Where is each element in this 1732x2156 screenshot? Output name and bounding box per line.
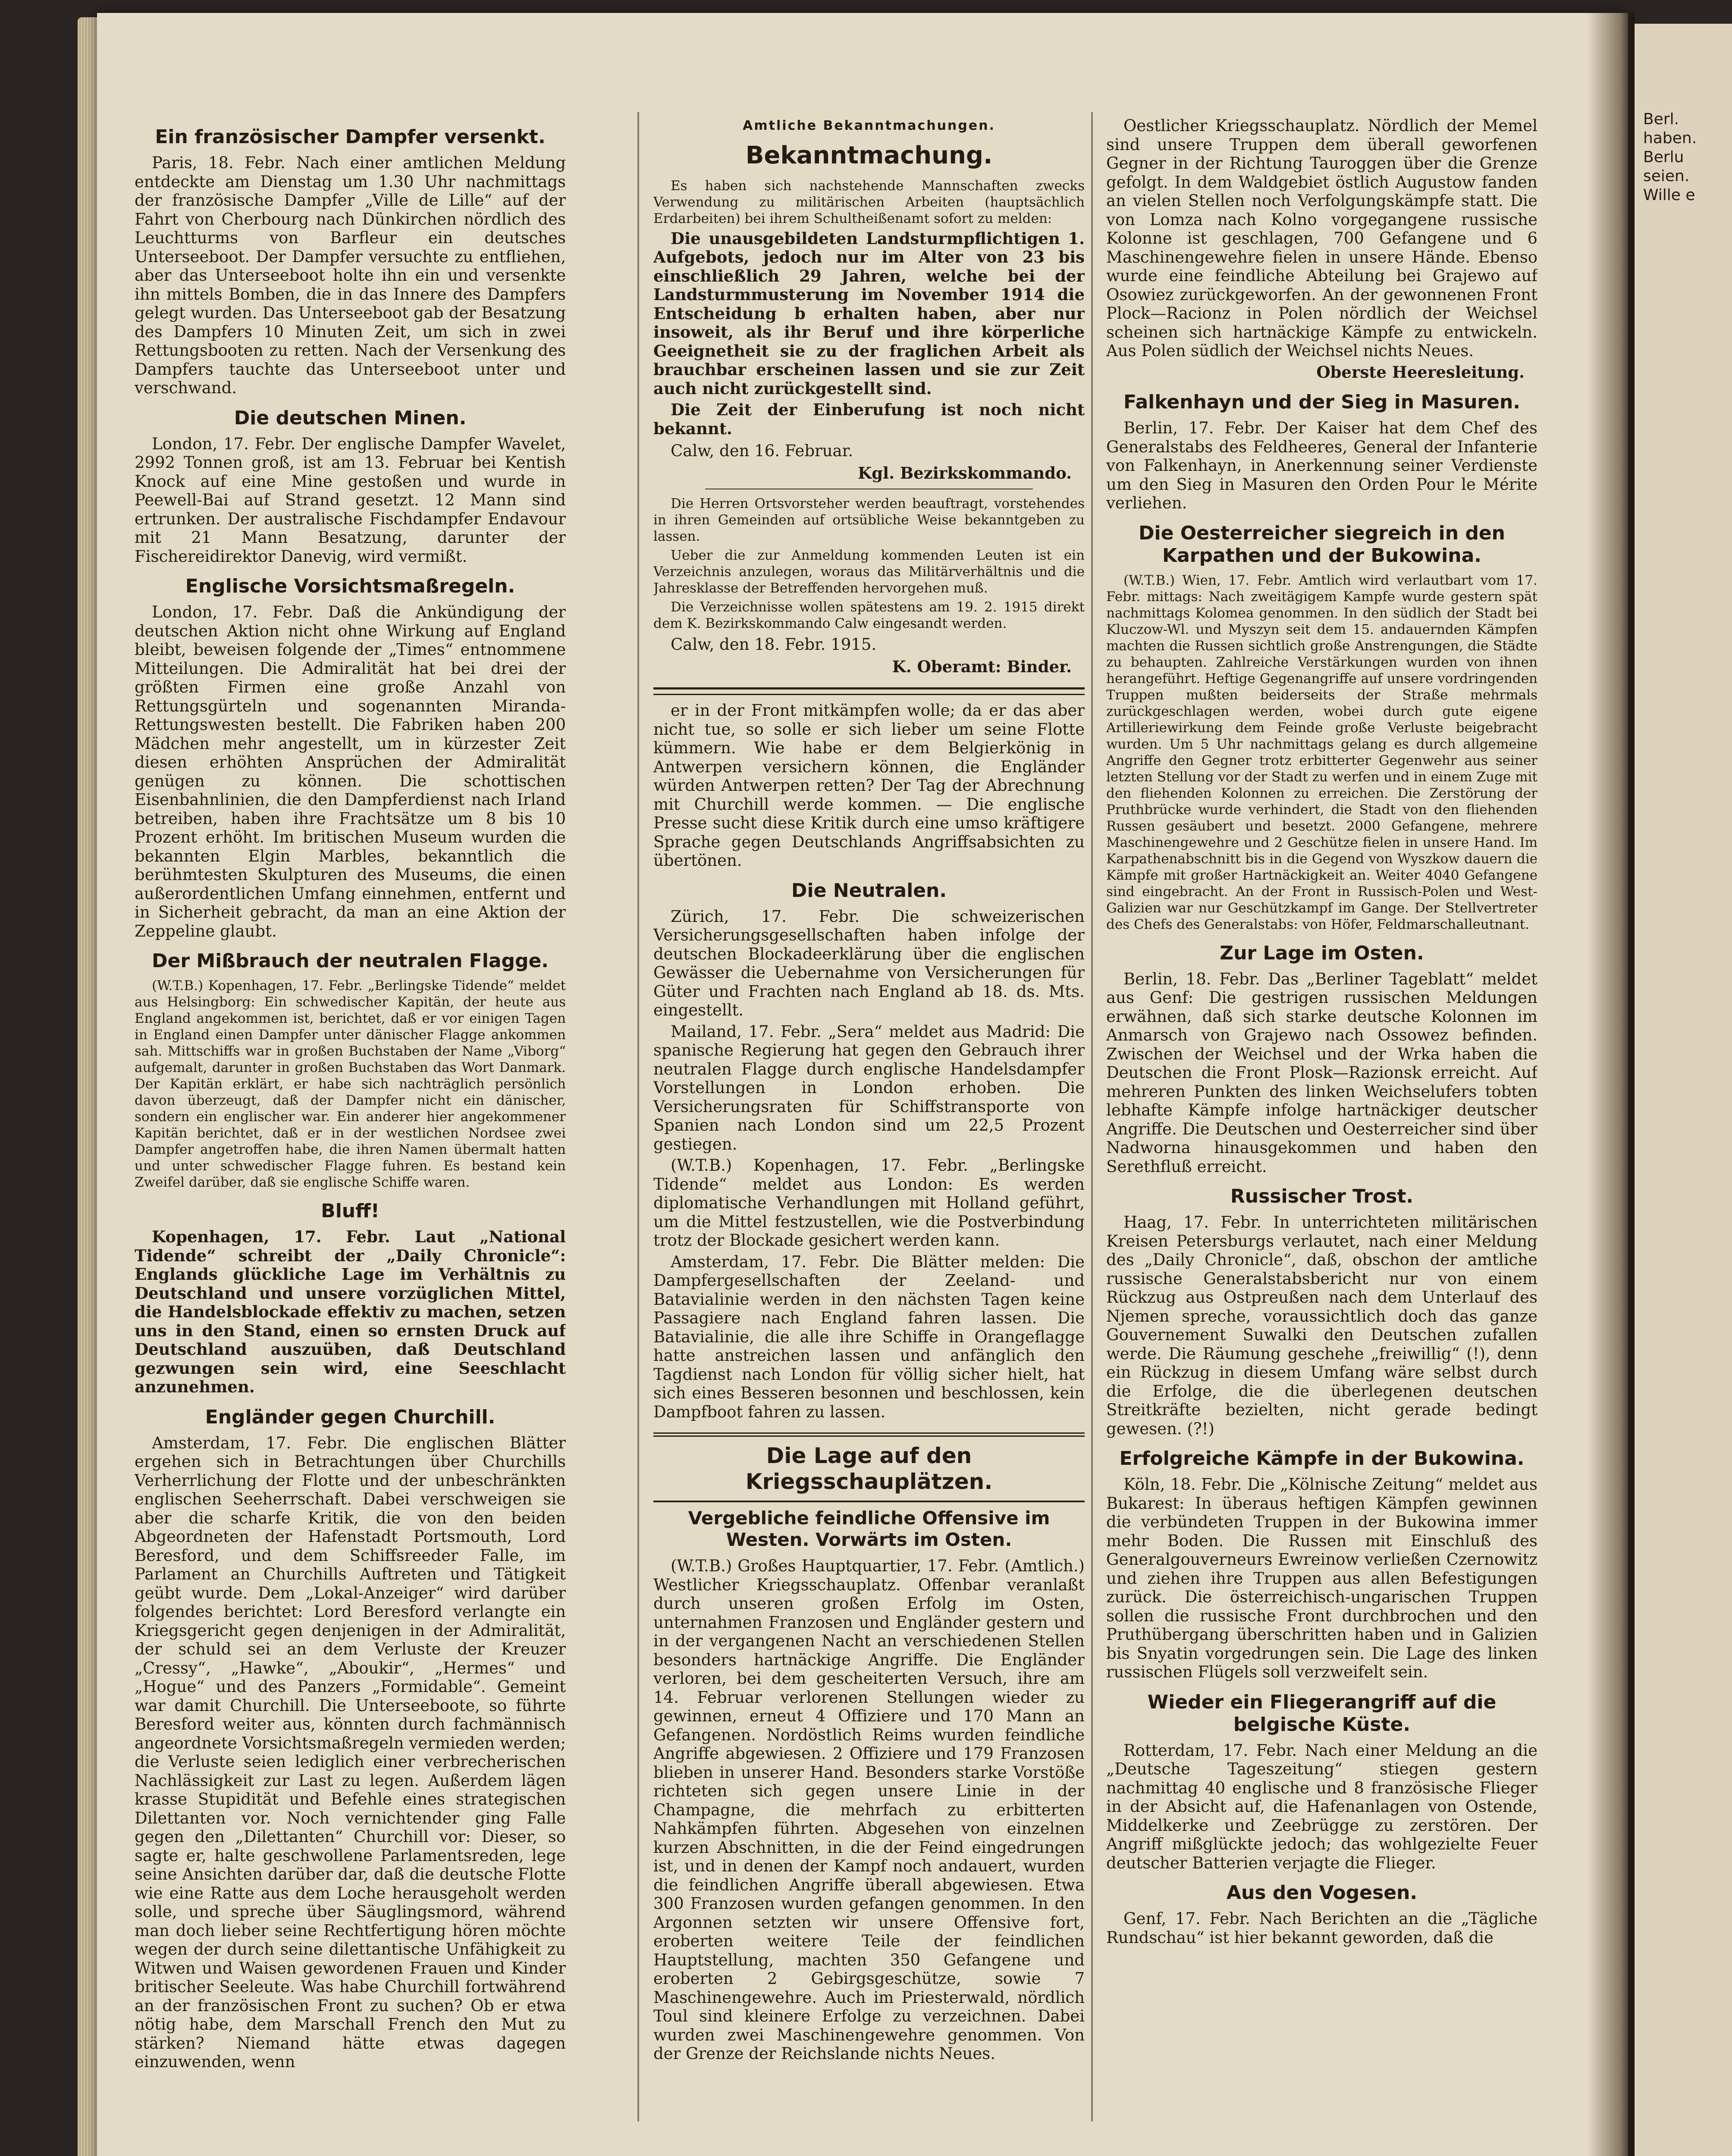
subheadline: Vergebliche feindliche Offensive im Westen. Vorwärts im Osten. [688, 1507, 1050, 1550]
headline: Bluff! [321, 1200, 380, 1222]
article-text: Köln, 18. Febr. Die „Kölnische Zeitung“ meldet aus Bukarest: In überaus heftigen Kämpfen gewinnen die verbündeten Truppen in der Bukowina immer mehr Boden. Die Russen mit Einschluß des Generalgouverneurs Ewreinow verließen Czernowitz und ziehen ihre Truppen aus allen Befestigungen zurück. Die österreichisch-ungarischen Truppen sollen die russische Front durchbrochen und den Pruthübergang überschritten haben und in Galizien bis Snyatin vorgedrungen sein. Die Lage des linken russischen Flügels soll verzweifelt sein. [1106, 1475, 1537, 1681]
article-text: Berlin, 18. Febr. Das „Berliner Tageblatt“ meldet aus Genf: Die gestrigen russischen Meldungen erwähnen, daß sich starke deutsche Kolonnen im Anmarsch von Grajewo nach Ossowez befinden. Zwischen der Weichsel und der Wrka haben die Deutschen die Front Plosk—Razionsk erreicht. Auf mehreren Punkten des linken Weichselufers tobten lebhafte Kämpfe infolge hartnäckiger deutscher Angriffe. Die Deutschen und Oesterreicher sind über Nadworna hinausgekommen und haben den Serethfluß erreicht. [1106, 969, 1537, 1176]
headline: Russischer Trost. [1230, 1185, 1414, 1207]
article-text: Genf, 17. Febr. Nach Berichten an die „Tägliche Rundschau“ ist hier bekannt geworden, daß die [1106, 1909, 1537, 1947]
article-text: Paris, 18. Febr. Nach einer amtlichen Meldung entdeckte am Dienstag um 1.30 Uhr nachmittags der französische Dampfer „Ville de Lille“ auf der Fahrt von Cherbourg nach Dünkirchen nördlich des Leuchtturms von Barfleur ein deutsches Unterseeboot. Der Dampfer versuchte zu entfliehen, aber das Unterseeboot holte ihn ein und versenkte ihn mittels Bomben, die in das Innere des Dampfers gelegt wurden. Das Unterseeboot gab der Besatzung des Dampfers 10 Minuten Zeit, um sich in zwei Rettungsbooten zu retten. Nach der Versenkung des Dampfers tauchte das Unterseeboot unter und verschwand. [135, 154, 566, 397]
binding-gutter [1587, 13, 1635, 2156]
headline: Der Mißbrauch der neutralen Flagge. [151, 950, 549, 972]
section-kicker: Amtliche Bekanntmachungen. [743, 118, 995, 133]
article-text: (W.T.B.) Wien, 17. Febr. Amtlich wird verlautbart vom 17. Febr. mittags: Nach zweitägigem Kampfe wurde gestern spät nachmittags Kolomea genommen. In den südlich der Stadt bei Kluczow-Wl. und Myszyn seit dem 15. andauernden Kämpfen machten die Russen sichtlich große Anstrengungen, die Städte zu behaupten. Zahlreiche Verstärkungen wurden von ihnen herangeführt. Heftige Gegenangriffe auf unsere vordringenden Truppen mußten beiderseits der Straße mehrmals zurückgeschlagen werden, wobei durch gute eigene Artilleriewirkung dem Feinde große Verluste beigebracht wurden. Um 5 Uhr nachmittags gelang es durch allgemeine Angriffe den Gegner trotz erbitterter Gegenwehr aus seiner letzten Stellung vor der Stadt zu werfen und in einem Zuge mit den fliehenden Kolonnen zu erreichen. Die Zerstörung der Pruthbrücke wurde verhindert, die Stadt von den fliehenden Russen gesäubert und besetzt. 2000 Gefangene, mehrere Maschinengewehre und 2 Geschütze fielen in unsere Hand. Im Karpathenabschnitt bis in die Gegend von Wyszkow dauern die Kämpfe mit großer Hartnäckigkeit an. Weiter 4040 Gefangene sind eingebracht. An der Front in Russisch-Polen und West-Galizien war nur Geschützkampf im Gange. Der Stellvertreter des Chefs des Generalstabs: von Höfer, Feldmarschalleutnant. [1106, 572, 1537, 932]
notice-title: Bekanntmachung. [745, 141, 993, 169]
article-text: Amsterdam, 17. Febr. Die Blätter melden: Die Dampfergesellschaften der Zeeland- und Batavialinie werden in den nächsten Tagen keine Passagiere nach England fahren lassen. Die Batavialinie, die alle ihre Schiffe in Orangeflagge hatte anstreichen lassen und anfänglich den Tagdienst nach London für völlig sicher hielt, hat sich eines Besseren besonnen und beschlossen, kein Dampfboot fahren zu lassen. [653, 1252, 1085, 1421]
notice-text: Die unausgebildeten Landsturmpflichtigen 1. Aufgebots, jedoch nur im Alter von 23 bis einschließlich 29 Jahren, welche bei der Landsturmmusterung im November 1914 die Entscheidung b erhalten haben, aber nur insoweit, als ihr Beruf und ihre körperliche Geeignetheit sie zu der fraglichen Arbeit als brauchbar erscheinen lassen und sie zur Zeit auch nicht zurückgestellt sind. [653, 229, 1085, 398]
article-text: Berlin, 17. Febr. Der Kaiser hat dem Chef des Generalstabs des Feldheeres, General der Infanterie von Falkenhayn, in Anerkennung seiner Verdienste um den Sieg in Masuren den Orden Pour le Mérite verliehen. [1106, 419, 1537, 512]
next-page-edge [1635, 24, 1732, 2156]
notice-date: Calw, den 18. Febr. 1915. [671, 635, 877, 654]
notice-text: Die Verzeichnisse wollen spätestens am 19. 2. 1915 direkt dem K. Bezirkskommando Calw eingesandt werden. [653, 599, 1085, 631]
notice-text: Ueber die zur Anmeldung kommenden Leuten ist ein Verzeichnis anzulegen, woraus das Militärverhältnis und die Jahresklasse der Betreffenden hervorgehen muß. [653, 548, 1085, 596]
notice-text: Die Herren Ortsvorsteher werden beauftragt, vorstehendes in ihren Gemeinden auf ortsübliche Weise bekanntgeben zu lassen. [653, 496, 1085, 544]
headline: Englische Vorsichtsmaßregeln. [185, 575, 515, 597]
article-text: Rotterdam, 17. Febr. Nach einer Meldung an die „Deutsche Tageszeitung“ stiegen gestern nachmittag 40 englische und 8 französische Flieger in der Absicht auf, die Hafenanlagen von Ostende, Middelkerke und Zeebrügge zu zerstören. Der Angriff mißglückte jedoch; das wohlgezielte Feuer deutscher Batterien verjagte die Flieger. [1106, 1741, 1537, 1872]
headline: Die Neutralen. [791, 879, 947, 902]
article-text: (W.T.B.) Großes Hauptquartier, 17. Febr. (Amtlich.) Westlicher Kriegsschauplatz. Offenbar veranlaßt durch unseren großen Erfolg im Osten, unternahmen Franzosen und Engländer gestern und in der vergangenen Nacht an verschiedenen Stellen besonders hartnäckige Angriffe. Die Engländer verloren, bei dem gescheiterten Versuch, ihre am 14. Februar verlorenen Stellungen wieder zu gewinnen, erneut 4 Offiziere und 170 Mann an Gefangenen. Nordöstlich Reims wurden feindliche Angriffe abgewiesen. 2 Offiziere und 179 Franzosen blieben in unserer Hand. Besonders starke Vorstöße richteten sich gegen unsere Linie in der Champagne, die mehrfach zu erbitterten Nahkämpfen führten. Abgesehen von einzelnen kurzen Abschnitten, in die der Feind eingedrungen ist, und in denen der Kampf noch andauert, wurden die feindlichen Angriffe überall abgewiesen. Etwa 300 Franzosen wurden gefangen genommen. In den Argonnen setzten wir unsere Offensive fort, eroberten weitere Teile der feindlichen Hauptstellung, machten 350 Gefangene und eroberten 2 Gebirgsgeschütze, sowie 7 Maschinengewehre. Auch im Priesterwald, nördlich Toul sind kleinere Erfolge zu verzeichnen. Dabei wurden zwei Maschinengewehre genommen. Von der Grenze der Reichslande nichts Neues. [653, 1557, 1085, 2063]
headline: Wieder ein Fliegerangriff auf die belgische Küste. [1147, 1691, 1497, 1736]
article-text: Oestlicher Kriegsschauplatz. Nördlich der Memel sind unsere Truppen dem überall geworfenen Gegner in der Richtung Tauroggen über die Grenze gefolgt. In dem Waldgebiet östlich Augustow fanden an vielen Stellen noch Verfolgungskämpfe statt. Die von Lomza nach Kolno vorgegangene russische Kolonne ist geschlagen, 700 Gefangene und 6 Maschinengewehre fielen in unsere Hände. Ebenso wurde eine feindliche Abteilung bei Grajewo auf Osowiez zurückgeworfen. An der gewonnenen Front Plock—Racionz in Polen nördlich der Weichsel scheinen sich hartnäckige Kämpfe zu entwickeln. Aus Polen südlich der Weichsel nichts Neues. [1106, 116, 1537, 360]
headline: Engländer gegen Churchill. [205, 1406, 496, 1428]
article-text: London, 17. Febr. Der englische Dampfer Wavelet, 2992 Tonnen groß, ist am 13. Februar bei Kentish Knock auf eine Mine gestoßen und wurde in Peewell-Bai auf Strand gesetzt. 12 Mann sind ertrunken. Der australische Fischdampfer Endavour mit 21 Mann Besatzung, darunter der Fischereidirektor Danevig, wird vermißt. [135, 434, 566, 566]
column-2 [653, 116, 1085, 2126]
article-text: Kopenhagen, 17. Febr. Laut „National Tidende“ schreibt der „Daily Chronicle“: Englands glückliche Lage im Verhältnis zu Deutschland und unsere vorzüglichen Mittel, die Handelsblockade effektiv zu machen, setzen uns in den Stand, einen so ernsten Druck auf Deutschland auszuüben, daß Deutschland gezwungen sein wird, eine Seeschlacht anzunehmen. [135, 1227, 566, 1396]
notice-signature: Kgl. Bezirkskommando. [858, 463, 1072, 483]
headline: Falkenhayn und der Sieg in Masuren. [1123, 391, 1521, 413]
article-text: London, 17. Febr. Daß die Ankündigung der deutschen Aktion nicht ohne Wirkung auf England bleibt, beweisen folgende der „Times“ entnommene Mitteilungen. Die Admiralität hat bei drei der größten Firmen eine große Anzahl von Rettungsgürteln und sogenannten Miranda-Rettungswesten bestellt. Die Fabriken haben 200 Mädchen mehr angestellt, um in kürzester Zeit diesen erhöhten Ansprüchen der Admiralität genügen zu können. Die schottischen Eisenbahnlinien, die den Dampferdienst nach Irland betreiben, haben ihre Frachtsätze um 8 bis 10 Prozent erhöht. Im britischen Museum wurden die bekannten Elgin Marbles, bekanntlich die berühmtesten Skulpturen des Museums, die einen außerordentlichen Umfang einnehmen, entfernt und in Sicherheit gebracht, da man an eine Aktion der Zeppeline glaubt. [135, 603, 566, 940]
column-rule [1091, 112, 1093, 2122]
column-1 [135, 116, 566, 2126]
article-text: Amsterdam, 17. Febr. Die englischen Blätter ergehen sich in Betrachtungen über Churchills Verherrlichung der Flotte und der unbeschränkten englischen Seeherrschaft. Dabei verschweigen sie aber die scharfe Kritik, die von den beiden Abgeordneten der Hafenstadt Portsmouth, Lord Beresford, und dem Schiffsreeder Falle, im Parlament an Churchills Auftreten und Tätigkeit geübt wurde. Dem „Lokal-Anzeiger“ wird darüber folgendes berichtet: Lord Beresford verlangte ein Kriegsgericht gegen denjenigen in der Admiralität, der schuld sei an dem Verluste der Kreuzer „Cressy“, „Hawke“, „Aboukir“, „Hermes“ und „Hogue“ und des Panzers „Formidable“. Gemeint war damit Churchill. Die Unterseeboote, so führte Beresford weiter aus, könnten durch fachmännisch angeordnete Vorsichtsmaßregeln vermieden werden; die Verluste seien lediglich einer verbrecherischen Nachlässigkeit zur Last zu legen. Außerdem lägen krasse Stupidität und Befehle eines strategischen Dilettanten vor. Noch vernichtender ging Falle gegen den „Dilettanten“ Churchill vor: Dieser, so sagte er, halte geschwollene Parlamentsreden, lege seine Ansichten darüber dar, daß die deutsche Flotte wie eine Ratte aus dem Loche herausgeholt werden solle, und spreche über Säuglingsmord, während man doch lieber seine Rechtfertigung hören möchte wegen der durch seine dilettantische Unfähigkeit zu Witwen und Waisen gewordenen Frauen und Kinder britischer Seeleute. Was habe Churchill fortwährend an der französischen Front zu suchen? Ob er etwa nötig habe, dem Marschall French den Mut zu stärken? Niemand hätte etwas dagegen einzuwenden, wenn [135, 1433, 566, 2071]
headline: Erfolgreiche Kämpfe in der Bukowina. [1119, 1448, 1525, 1470]
column-rule [637, 112, 639, 2122]
headline: Ein französischer Dampfer versenkt. [155, 126, 546, 148]
article-text: (W.T.B.) Kopenhagen, 17. Febr. „Berlingske Tidende“ meldet aus Helsingborg: Ein schwedischer Kapitän, der heute aus England angekommen ist, berichtet, daß er vor einigen Tagen in England einen Dampfer unter dänischer Flagge ankommen sah. Mittschiffs war in großen Buchstaben der Name „Viborg“ aufgemalt, darunter in großen Buchstaben das Wort Danmark. Der Kapitän erklärt, er habe sich nachträglich persönlich davon überzeugt, daß der Dampfer nicht ein dänischer, sondern ein englischer war. Ein anderer hier angekommener Kapitän berichtet, daß er in der westlichen Nordsee zwei Dampfer angetroffen habe, die ihren Namen übermalt hatten und unter schwedischer Flagge fuhren. Es bestand kein Zweifel darüber, daß sie englische Schiffe waren. [135, 978, 566, 1190]
article-text: Mailand, 17. Febr. „Sera“ meldet aus Madrid: Die spanische Regierung hat gegen den Gebrauch ihrer neutralen Flagge durch englische Handelsdampfer Vorstellungen in London erhoben. Die Versicherungsraten für Schiffstransporte von Spanien nach London sind um 22,5 Prozent gestiegen. [653, 1022, 1085, 1153]
article-text: (W.T.B.) Kopenhagen, 17. Febr. „Berlingske Tidende“ meldet aus London: Es werden diplomatische Verhandlungen mit Holland geführt, um die Mittel festzustellen, wie die Postverbindung trotz der Blockade gesichert werden kann. [653, 1156, 1085, 1250]
article-text: er in der Front mitkämpfen wolle; da er das aber nicht tue, so solle er sich lieber um seine Flotte kümmern. Wie habe er dem Belgierkönig in Antwerpen versichern können, die Engländer würden Antwerpen retten? Der Tag der Abrechnung mit Churchill werde kommen. — Die englische Presse sucht diese Kritik durch eine umso kräftigere Sprache gegen Deutschlands Angriffsabsichten zu übertönen. [653, 701, 1085, 870]
article-text: Haag, 17. Febr. In unterrichteten militärischen Kreisen Petersburgs verlautet, nach einer Meldung des „Daily Chronicle“, daß, obschon der amtliche russische Generalstabsbericht nur von einem Rückzug aus Ostpreußen nach dem Unterlauf des Njemen spreche, voraussichtlich doch das ganze Gouvernement Suwalki den Deutschen zufallen werde. Die Räumung geschehe „freiwillig“ (!), denn ein Rückzug in diesem Umfang wäre selbst durch die Erfolge, die die überlegenen deutschen Streitkräfte bezielten, nicht gerade bedingt gewesen. (?!) [1106, 1213, 1537, 1438]
headline: Aus den Vogesen. [1226, 1882, 1418, 1904]
notice-text: Die Zeit der Einberufung ist noch nicht bekannt. [653, 400, 1085, 438]
headline: Die Oesterreicher siegreich in den Karpathen und der Bukowina. [1138, 522, 1505, 567]
notice-date: Calw, den 16. Februar. [671, 442, 853, 460]
notice-text: Es haben sich nachstehende Mannschaften zwecks Verwendung zu militärischen Arbeiten (hauptsächlich Erdarbeiten) bei ihrem Schultheißenamt sofort zu melden: [653, 178, 1085, 226]
headline: Die deutschen Minen. [234, 407, 467, 429]
headline: Zur Lage im Osten. [1220, 942, 1424, 964]
section-rule [653, 687, 1085, 695]
next-page-text: Berl. haben. Berlu seien. Wille e [1643, 110, 1697, 204]
column-3 [1106, 116, 1537, 2126]
notice-signature: K. Oberamt: Binder. [892, 657, 1072, 676]
report-signature: Oberste Heeresleitung. [1316, 362, 1525, 382]
article-text: Zürich, 17. Febr. Die schweizerischen Versicherungsgesellschaften haben infolge der deutschen Blockadeerklärung über die englischen Gewässer die Uebernahme von Versicherungen für Güter und Frachten nach England ab 18. ds. Mts. eingestellt. [653, 907, 1085, 1019]
section-headline: Die Lage auf den Kriegsschauplätzen. [653, 1432, 1085, 1502]
